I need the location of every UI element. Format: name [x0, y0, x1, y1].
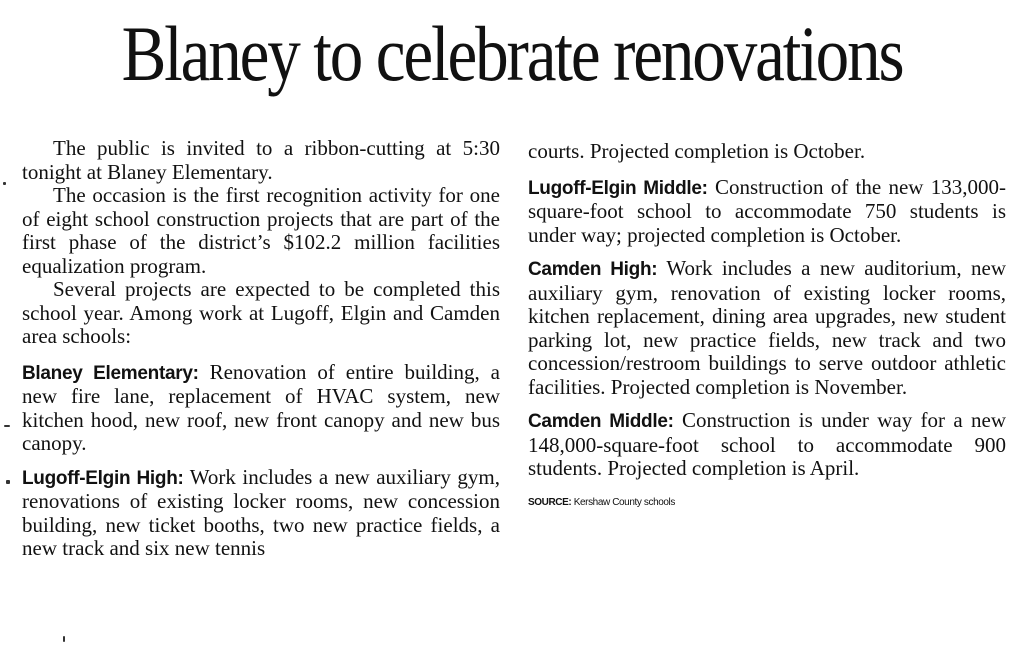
- project-description: Work includes a new auxiliary gym, renovations of existing locker rooms, new concession building, new ticket booths, two new practice fields, a new track and six new tennis: [22, 464, 500, 560]
- intro-paragraph: Several projects are expected to be completed this school year. Among work at Lugoff, Elgin and Camden area schools:: [22, 277, 500, 348]
- project-school-name: Lugoff-Elgin High:: [22, 467, 184, 489]
- source-value: Kershaw County schools: [573, 496, 675, 508]
- project-entry: [528, 409, 1006, 481]
- project-entry: [528, 176, 1006, 248]
- scan-speck: [63, 636, 65, 642]
- project-description: Construction is under way for a new 148,000-square-foot school to accommodate 900 students. Projected completion is April.: [528, 408, 1006, 480]
- project-description: Renovation of entire building, a new fire lane, replacement of HVAC system, new kitchen hood, new roof, new front canopy and new bus canopy.: [22, 359, 500, 455]
- project-entry: [528, 257, 1006, 399]
- scan-speck: [6, 480, 10, 484]
- source-label: SOURCE:: [528, 496, 572, 508]
- scan-speck: [3, 182, 6, 185]
- scan-speck: [4, 425, 10, 427]
- intro-paragraph: The public is invited to a ribbon-cutting at 5:30 tonight at Blaney Elementary.: [22, 136, 500, 184]
- project-school-name: Camden Middle:: [528, 411, 674, 432]
- project-school-name: Blaney Elementary:: [22, 362, 199, 384]
- source-credit: [528, 491, 1006, 515]
- intro-paragraph: The occasion is the first recognition activity for one of eight school construction projects that are part of the first phase of the district’s $102.2 million facilities equalization program.: [22, 183, 500, 278]
- left-column: [22, 137, 500, 571]
- project-description: Work includes a new auditorium, new auxiliary gym, renovation of existing locker rooms, kitchen replacement, dining area upgrades, new student parking lot, new practice fields, new track and two concession/restroom buildings to serve outdoor athletic facilities. Projected completion is November.: [528, 256, 1006, 399]
- project-description: Construction of the new 133,000-square-foot school to accommodate 750 students is under way; projected completion is October.: [528, 174, 1007, 247]
- project-school-name: Camden High:: [528, 259, 658, 280]
- project-school-name: Lugoff-Elgin Middle:: [528, 177, 708, 199]
- headline: Blaney to celebrate renovations: [121, 10, 903, 97]
- project-entry: [22, 466, 500, 561]
- continuation-text: courts. Projected completion is October.: [528, 139, 866, 163]
- right-column: [528, 140, 1006, 514]
- project-entry: [22, 361, 500, 456]
